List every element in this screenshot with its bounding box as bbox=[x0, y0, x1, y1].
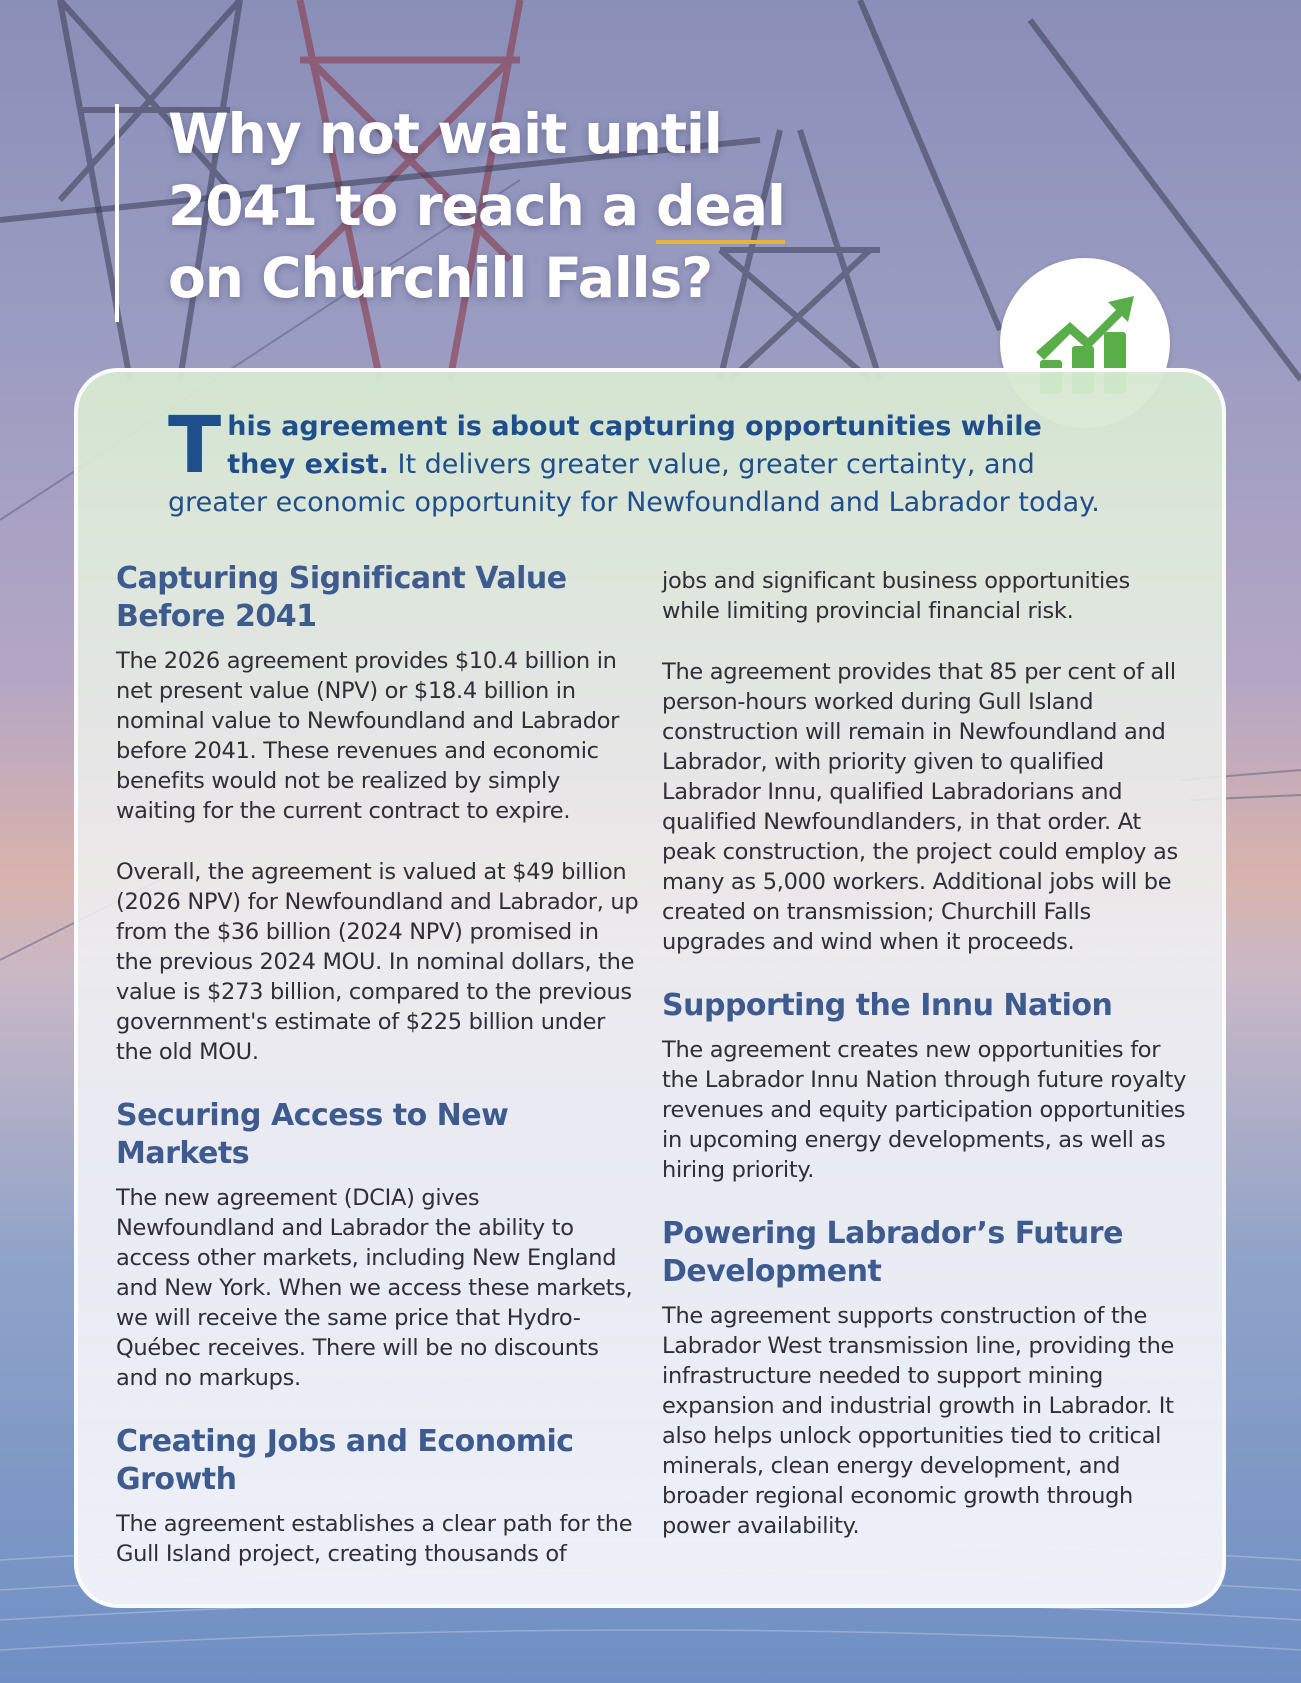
left-column bbox=[116, 560, 641, 1569]
heading-innu-nation: Supporting the Innu Nation bbox=[662, 988, 1113, 1023]
intro-dropcap: T bbox=[168, 401, 222, 491]
value-paragraph-1: The 2026 agreement provides $10.4 billion in net present value (NPV) or $18.4 billion in nominal value to Newfoundland and Labrador before 2041. These revenues and economic benefits would not be realized by simply waiting for the current contract to expire. bbox=[116, 648, 620, 824]
heading-capturing-value: Capturing Significant Value Before 2041 bbox=[116, 561, 567, 634]
labrador-paragraph: The agreement supports construction of the Labrador West transmission line, providing the infrastructure needed to support mining expansion and industrial growth in Labrador. It also helps unlock opportunities tied to critical minerals, clean energy development, and broader regional economic growth through power availability. bbox=[662, 1303, 1175, 1539]
intro-lead: his agreement is about capturing opportunities while they exist. bbox=[227, 411, 1042, 480]
page-title bbox=[168, 98, 868, 314]
title-accent-bar bbox=[115, 104, 119, 322]
jobs-paragraph-2: The agreement provides that 85 per cent of all person-hours worked during Gull Island construction will remain in Newfoundland and Labrador, with priority given to qualified Labrador Innu, qualified Labradorians and qualified Newfoundlanders, in that order. At peak construction, the project could employ as many as 5,000 workers. Additional jobs will be created on transmission; Churchill Falls upgrades and wind when it proceeds. bbox=[662, 659, 1178, 955]
title-line-2b: deal bbox=[656, 174, 785, 244]
heading-new-markets: Securing Access to New Markets bbox=[116, 1098, 509, 1171]
intro-rest: It delivers greater value, greater certainty, and greater economic opportunity for Newfoundland and Labrador today. bbox=[168, 449, 1100, 518]
title-line-3: on Churchill Falls? bbox=[168, 246, 713, 310]
right-column bbox=[662, 566, 1187, 1541]
jobs-paragraph-1a: The agreement establishes a clear path for the Gull Island project, creating thousands of bbox=[116, 1511, 633, 1567]
markets-paragraph: The new agreement (DCIA) gives Newfoundland and Labrador the ability to access other markets, including New England and New York. When we access these markets, we will receive the same price that Hydro-Québec receives. There will be no discounts and no markups. bbox=[116, 1185, 633, 1391]
innu-paragraph: The agreement creates new opportunities for the Labrador Innu Nation through future royalty revenues and equity participation opportunities in upcoming energy developments, as well as hiring priority. bbox=[662, 1037, 1187, 1183]
title-line-1: Why not wait until bbox=[168, 102, 722, 166]
value-paragraph-2: Overall, the agreement is valued at $49 billion (2026 NPV) for Newfoundland and Labrador, up from the $36 billion (2024 NPV) promised in the previous 2024 MOU. In nominal dollars, the value is $273 billion, compared to the previous government's estimate of $225 billion under the old MOU. bbox=[116, 859, 639, 1065]
jobs-paragraph-1b: jobs and significant business opportunities while limiting provincial financial risk. bbox=[662, 568, 1130, 624]
title-line-2a: 2041 to reach a bbox=[168, 174, 657, 238]
heading-labrador-future: Powering Labrador’s Future Development bbox=[662, 1216, 1123, 1289]
intro-paragraph bbox=[168, 401, 1118, 522]
heading-jobs-growth: Creating Jobs and Economic Growth bbox=[116, 1424, 574, 1497]
